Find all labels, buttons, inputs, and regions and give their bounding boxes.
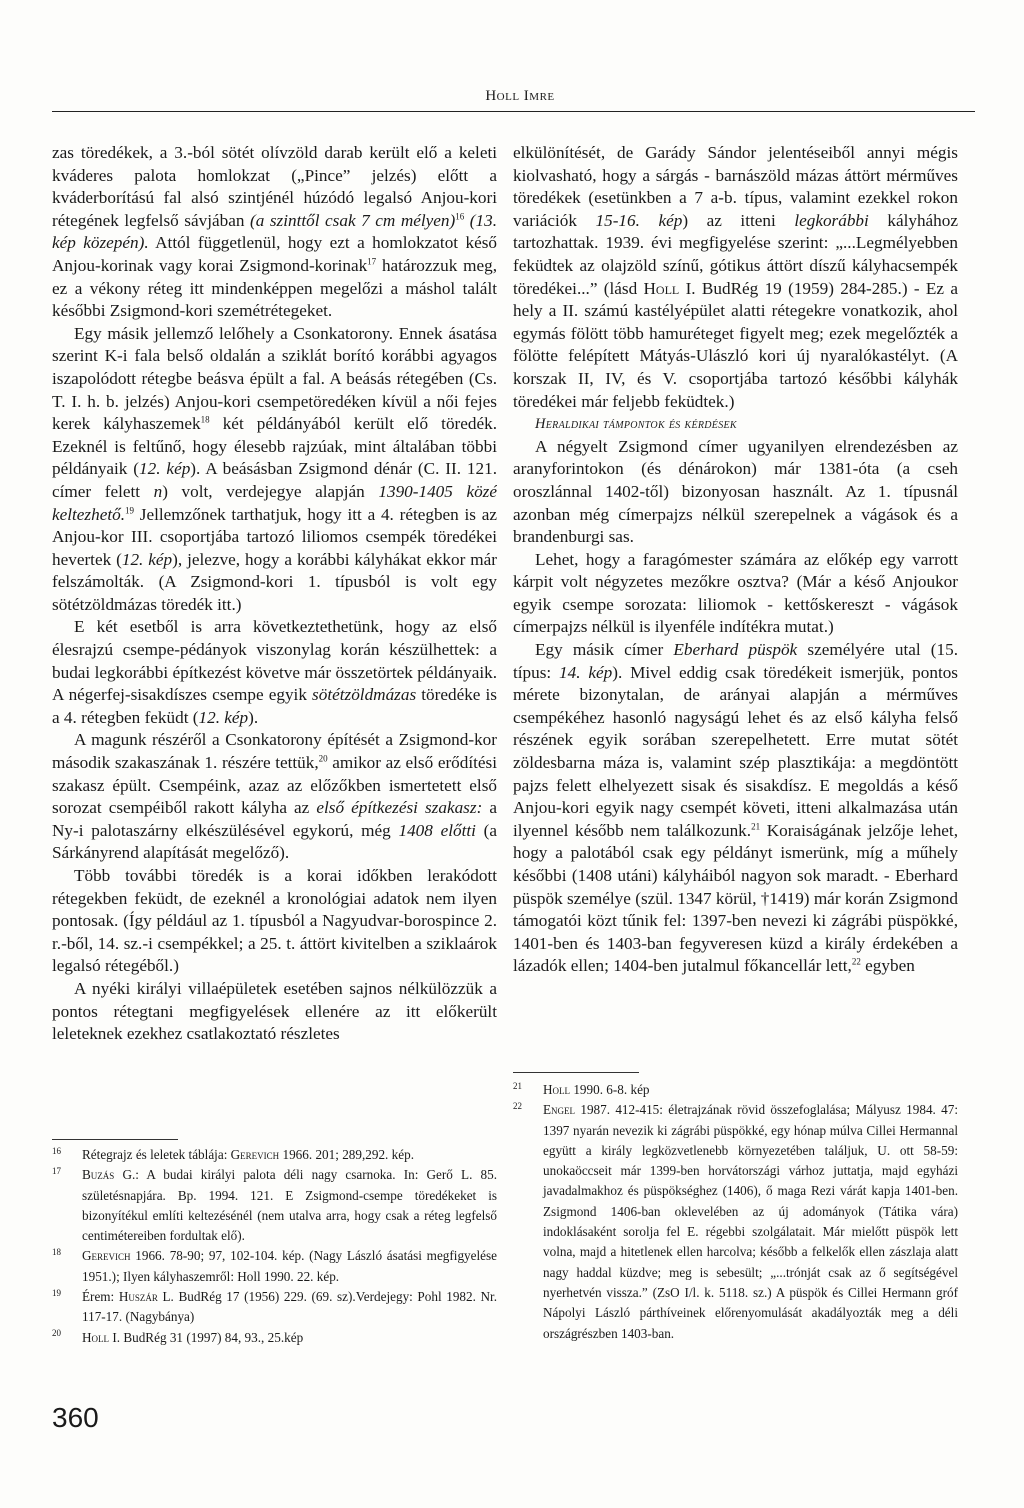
running-title: Holl Imre [485, 88, 555, 104]
paragraph: A négyelt Zsigmond címer ugyanilyen elrendezésben az aranyforintokon (és dénárokon) már 1381-óta (a cseh oroszlánnal 1402-től) bizonyosan használt. Az 1. típusnál azonban még címerpajzs nélkül szerepelnek a vágások és a brandenburgi sas. [513, 436, 958, 547]
paragraph: zas töredékek, a 3.-ból sötét olívzöld darab került elő a keleti kváderes palota homlokzat („Pince” jelzés) előtt a kváderborítású fal alsó szintjénél húzódó legalsó Anjou-kori rétegének legfelső sávjában (a szinttől csak 7 cm mélyen)$^{16}$ (13. kép közepén). Attól függetlenül, hogy ezt a homlokzatot késő Anjou-korinak vagy korai Zsigmond-korinak$^{17}$ határozzuk meg, ez a vékony réteg itt mindenképpen megelőzi a máshol talált későbbi Zsigmond-kori szemétrétegeket. [52, 143, 497, 321]
section-heading: Heraldikai támpontok és kérdések [535, 416, 737, 433]
footnote: 16 Rétegrajz és leletek táblája: Gerevich 1966. 201; 289,292. kép. [52, 1145, 414, 1162]
header-rule [52, 111, 975, 112]
running-header [0, 84, 1024, 114]
footnote-ref[interactable]: 17 [367, 256, 377, 267]
footnote-ref[interactable]: 22 [851, 956, 861, 967]
footnote-ref[interactable]: 21 [751, 821, 761, 832]
footnotes-right [513, 1080, 958, 1344]
footnote: 18 Gerevich 1966. 78-90; 97, 102-104. kép. (Nagy László ásatási megfigyelése 1951.); Ilyen kályhaszemről: Holl 1990. 22. kép. [52, 1247, 497, 1284]
paragraph: Több további töredék is a korai időkben lerakódott rétegekben feküdt, de ezeknél a kronológiai adatok nem ilyen pontosak. (Így például az 1. típusból a Nagyudvar-borospince 2. r.-ből, 14. sz.-i csempékkel; a 25. t. áttört kivitelben a sziklaárok legalsó rétegéből.) [52, 866, 497, 976]
page-number: 360 [52, 1402, 99, 1433]
footnotes-left [52, 1145, 497, 1348]
footnote-ref[interactable]: 18 [200, 414, 210, 425]
footnote: 17 Buzás G.: A budai királyi palota déli nagy csarnoka. In: Gerő L. 85. születésnapjára. Bp. 1994. 121. E Zsigmond-csempe töredékeket is bizonyítékul említi keltezésénél (nem utalva arra, hogy csak a réteg legfelső centimétereiben fordultak elő). [52, 1165, 497, 1244]
footnote: 19 Érem: Huszár L. BudRég 17 (1956) 229. (69. sz).Verdejegy: Pohl 1982. Nr. 117-17. (Nagybánya) [52, 1287, 497, 1325]
footnote: 20 Holl I. BudRég 31 (1997) 84, 93., 25.kép [52, 1328, 304, 1345]
paragraph: Egy másik jellemző lelőhely a Csonkatorony. Ennek ásatása szerint K-i fala belső oldalán a sziklát borító korábbi agyagos iszapolódott rétegbe beásva épült a fal. A beásás rétegében (Cs. T. I. h. b. jelzés) Anjou-kori csempetöredéken kívül a női fejes kerek kályhaszemek$^{18}$ két példányából került elő töredék. Ezeknél is feltűnő, hogy élesebb rajzúak, mint általában többi példányaik (12. kép). A beásásban Zsigmond dénár (C. II. 121. címer felett n) volt, verdejegye alapján 1390-1405 közé keltezhető.$^{19}$ Jellemzőnek tarthatjuk, hogy itt a 4. rétegben is az Anjou-kor III. csoportjába tartozó liliomos csempék töredékei hevertek (12. kép), jelezve, hogy a korábbi kályhákat ekkor már felszámolták. (A Zsigmond-kori 1. típusból is volt egy sötétzöldmázas töredék itt.) [52, 323, 497, 614]
paragraph: Lehet, hogy a faragómester számára az előkép egy varrott kárpit volt négyzetes mezőkre osztva? (Már a késő Anjoukor egyik csempe sorozata: liliomok - kettőskereszt - vágások címerpajzs nélkül is ilyenféle indítékra mutat.) [513, 549, 958, 637]
paragraph: A nyéki királyi villaépületek esetében sajnos nélkülözzük a pontos rétegtani megfigyelések ellenére az itt előkerült leleteknek ezekhez csatlakoztató részletes [52, 978, 497, 1044]
footnote: 22 Engel 1987. 412-415: életrajzának rövid összefoglalása; Mályusz 1984. 47: 1397 nyarán nevezik ki zágrábi püspökké, egy hónap múlva Cillei Hermannal együtt a király legközvetlenebb környezetében találjuk, U. ott 58-59: unokaöccseit már 1399-ben horvátországi várhoz juttatja, majd egyházi javadalmakhoz és püspökséghez (1406), ő maga Rezi várát kapja 1401-ben. Zsigmond 1406-ban oklevelében az új adományok (Tátika vára) indoklásaként sorolja fel E. régebbi szolgálatait. Már mielőtt püspök lett volna, majd a hitetlenek ellen harcolva; később a felkelők ellen zászlaja alatt nagy haddal küzdve; meg is sebesült; „...trónját csak az ő segítségével nyerhetvén vissza.” (ZsO I/l. k. 5118. sz.) A püspök és Cillei Hermann gróf Nápolyi László párthíveinek előrenyomulását akadályozták meg a déli országrészben 1403-ban. [513, 1100, 958, 1341]
paragraph: elkülönítését, de Garády Sándor jelentéseiből annyi mégis kiolvasható, hogy a sárgás - barnászöld mázas áttört mérműves töredékek (esetünkben a 7 a-b. típus, valamint ezekkel rokon variációk 15-16. kép) az itteni legkorábbi kályhához tartozhattak. 1939. évi megfigyelése szerint: „...Legmélyebben feküdtek az olajzöld színű, gótikus áttört díszű kályhacsempék töredékei...” (lásd Holl I. BudRég 19 (1959) 284-285.) - Ez a hely a II. számú kastélyépület alatti rétegekre vonatkozik, ahol egymás fölött több hamuréteget figyelt meg; ezek megelőzték a fölötte felépített Mátyás-Ulászló kori új nyaralókastélyt. (A korszak II, IV, és V. csoportjába tartozó későbbi kályhák töredékei már feljebb feküdtek.) [513, 143, 958, 411]
footnote: 21 Holl 1990. 6-8. kép [513, 1080, 650, 1097]
left-column [52, 142, 497, 1127]
footnote-rule [52, 1139, 178, 1140]
footnote-ref[interactable]: 16 [455, 211, 465, 222]
right-column [513, 142, 958, 1057]
footnote-rule [513, 1072, 639, 1073]
paragraph: Egy másik címer Eberhard püspök személyére utal (15. típus: 14. kép). Mivel eddig csak töredékeit ismerjük, pontos mérete bizonytalan, de arányai alapján a mérműves csempékéhez hasonló nagyságú lehet és az első kályha felső részének egyik sorában szerepelhetett. Erre mutat sötét zöldesbarna máza is, valamint szép plasztikája: a megdöntött pajzs felett elhelyezett sisak és sisakdísz. E megoldás a késő Anjou-kori egyik nagy csempét követi, itteni alkalmazása után ilyennel később nem találkozunk.$^{21}$ Koraiságának jelzője lehet, hogy a palotából csak egy példányt ismerünk, míg a műhely későbbi (1408 utáni) kályháiból nagyon sok maradt. - Eberhard püspök személye (szül. 1347 körül, †1419) már korán Zsigmond támogatói közt tűnik fel: 1397-ben nevezi ki zágrábi püspökké, 1401-ben és 1403-ban fegyveresen küzd a király érdekében a lázadók ellen; 1404-ben jutalmul főkancellár lett,$^{22}$ egyben [513, 640, 958, 976]
paragraph: A magunk részéről a Csonkatorony építését a Zsigmond-kor második szakaszának 1. részére tettük,$^{20}$ amikor az első erődítési szakasz épült. Csempéink, azaz az előzőkben ismertetett első sorozat csempéiből rakott kályha az első építkezési szakasz: a Ny-i palotaszárny elkészülésével egykorú, még 1408 előtti (a Sárkányrend alapítását megelőző). [52, 730, 497, 863]
paragraph: E két esetből is arra következtethetünk, hogy az első élesrajzú csempe-pédányok viszonylag korán készülhettek: a budai legkorábbi építkezést követve már összetörtek példányaik. A négerfej-sisakdíszes csempe egyik sötétzöldmázas töredéke is a 4. rétegben feküdt (12. kép). [52, 617, 497, 727]
footnote-ref[interactable]: 20 [318, 753, 328, 764]
footnote-ref[interactable]: 19 [125, 504, 135, 515]
